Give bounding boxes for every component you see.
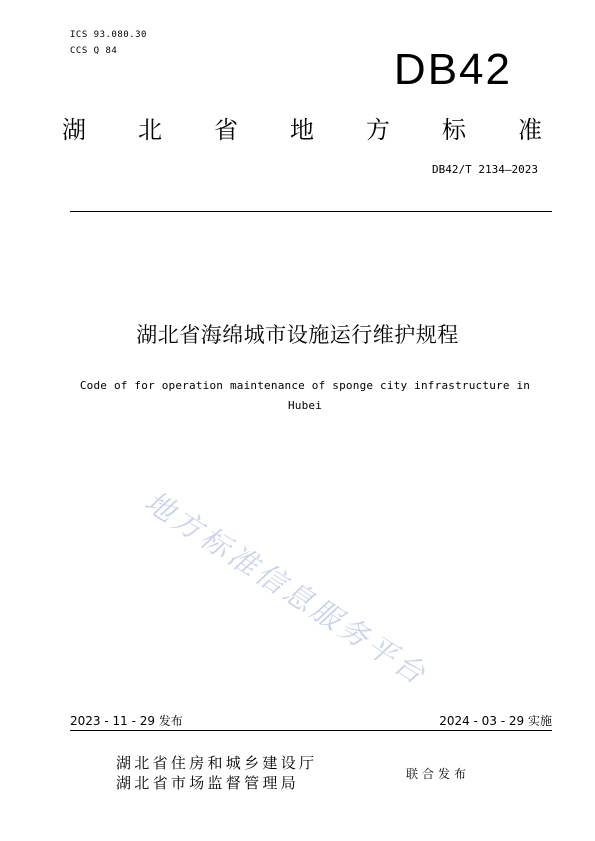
bottom-divider (70, 730, 552, 731)
publish-date: 2023 - 11 - 29 发布 (70, 714, 183, 728)
watermark: 地方标准信息服务平台 (138, 484, 435, 693)
title-chinese: 湖北省海绵城市设施运行维护规程 (136, 323, 459, 347)
province-title-char: 省 (214, 116, 238, 144)
province-title-char: 湖 (62, 116, 86, 144)
ics-code: ICS 93.080.30 (70, 30, 147, 40)
issuer-market-regulation: 湖北省市场监督管理局 (116, 774, 300, 792)
province-title-char: 标 (442, 116, 466, 144)
title-english-line-1: Code of for operation maintenance of sponge city infrastructure in (79, 379, 531, 392)
standard-number: DB42/T 2134—2023 (432, 163, 538, 176)
issuer-housing-department: 湖北省住房和城乡建设厅 (116, 754, 318, 772)
ccs-code: CCS Q 84 (70, 46, 118, 56)
province-standard-title (62, 118, 542, 142)
top-divider (70, 211, 552, 212)
province-title-char: 准 (518, 116, 542, 144)
implement-date: 2024 - 03 - 29 实施 (439, 714, 552, 728)
province-title-char: 地 (290, 116, 314, 144)
province-title-char: 北 (138, 116, 162, 144)
province-title-char: 方 (366, 116, 390, 144)
db-code: DB42 (393, 45, 512, 94)
title-english-line-2: Hubei (287, 399, 323, 412)
title-english (60, 376, 550, 416)
joint-release-label: 联合发布 (406, 767, 471, 781)
